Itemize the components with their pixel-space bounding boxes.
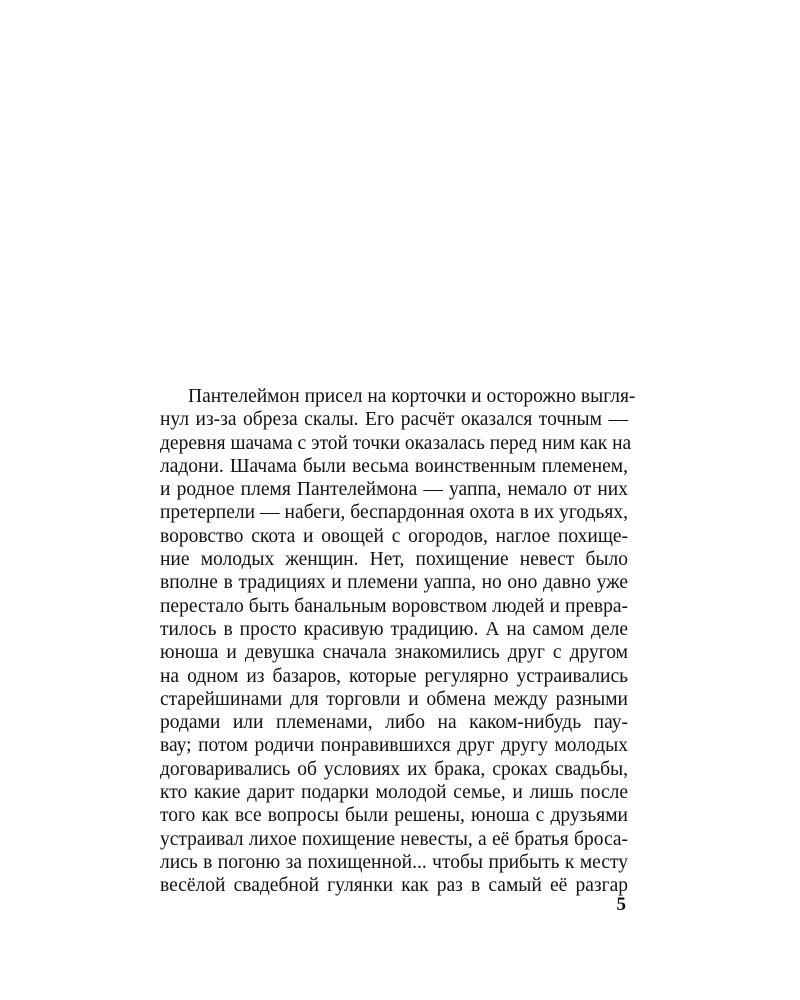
text-line: деревня шачама с этой точки оказалась перед ним как на: [160, 432, 632, 454]
text-line: договаривались об условиях их брака, сроках свадьбы,: [160, 758, 628, 780]
text-line: нул из-за обреза скалы. Его расчёт оказался точным —: [160, 409, 628, 431]
body-text: [160, 385, 636, 898]
text-line: воровство скота и овощей с огородов, наглое похище-: [160, 525, 628, 547]
page-number: 5: [616, 894, 626, 915]
text-line: перестало быть банальным воровством людей и превра-: [160, 595, 628, 617]
text-line: Пантелеймон присел на корточки и осторожно выгля-: [188, 386, 636, 407]
text-line: ладони. Шачама были весьма воинственным племенем,: [160, 455, 628, 477]
text-line: устраивал лихое похищение невесты, а её братья броса-: [160, 828, 628, 850]
text-line: старейшинами для торговли и обмена между разными: [160, 688, 628, 710]
text-line: тилось в просто красивую традицию. А на самом деле: [160, 618, 628, 640]
text-line: претерпели — набеги, беспардонная охота в их угодьях,: [160, 502, 628, 524]
text-line: весёлой свадебной гулянки как раз в самый её разгар: [160, 875, 628, 897]
text-line: на одном из базаров, которые регулярно устраивались: [160, 665, 628, 687]
text-line: того как все вопросы были решены, юноша с друзьями: [160, 805, 628, 827]
text-line: и родное племя Пантелеймона — уаппа, немало от них: [160, 479, 628, 501]
text-line: ние молодых женщин. Нет, похищение невест было: [160, 549, 628, 571]
text-line: родами или племенами, либо на каком-нибудь пау-: [160, 712, 628, 734]
text-line: вполне в традициях и племени уаппа, но оно давно уже: [160, 572, 628, 594]
text-line: вау; потом родичи понравившихся друг другу молодых: [160, 735, 628, 757]
text-line: лись в погоню за похищенной... чтобы прибыть к месту: [160, 851, 628, 873]
text-line: кто какие дарит подарки молодой семье, и лишь после: [160, 782, 628, 804]
text-line: юноша и девушка сначала знакомились друг с другом: [160, 642, 628, 664]
